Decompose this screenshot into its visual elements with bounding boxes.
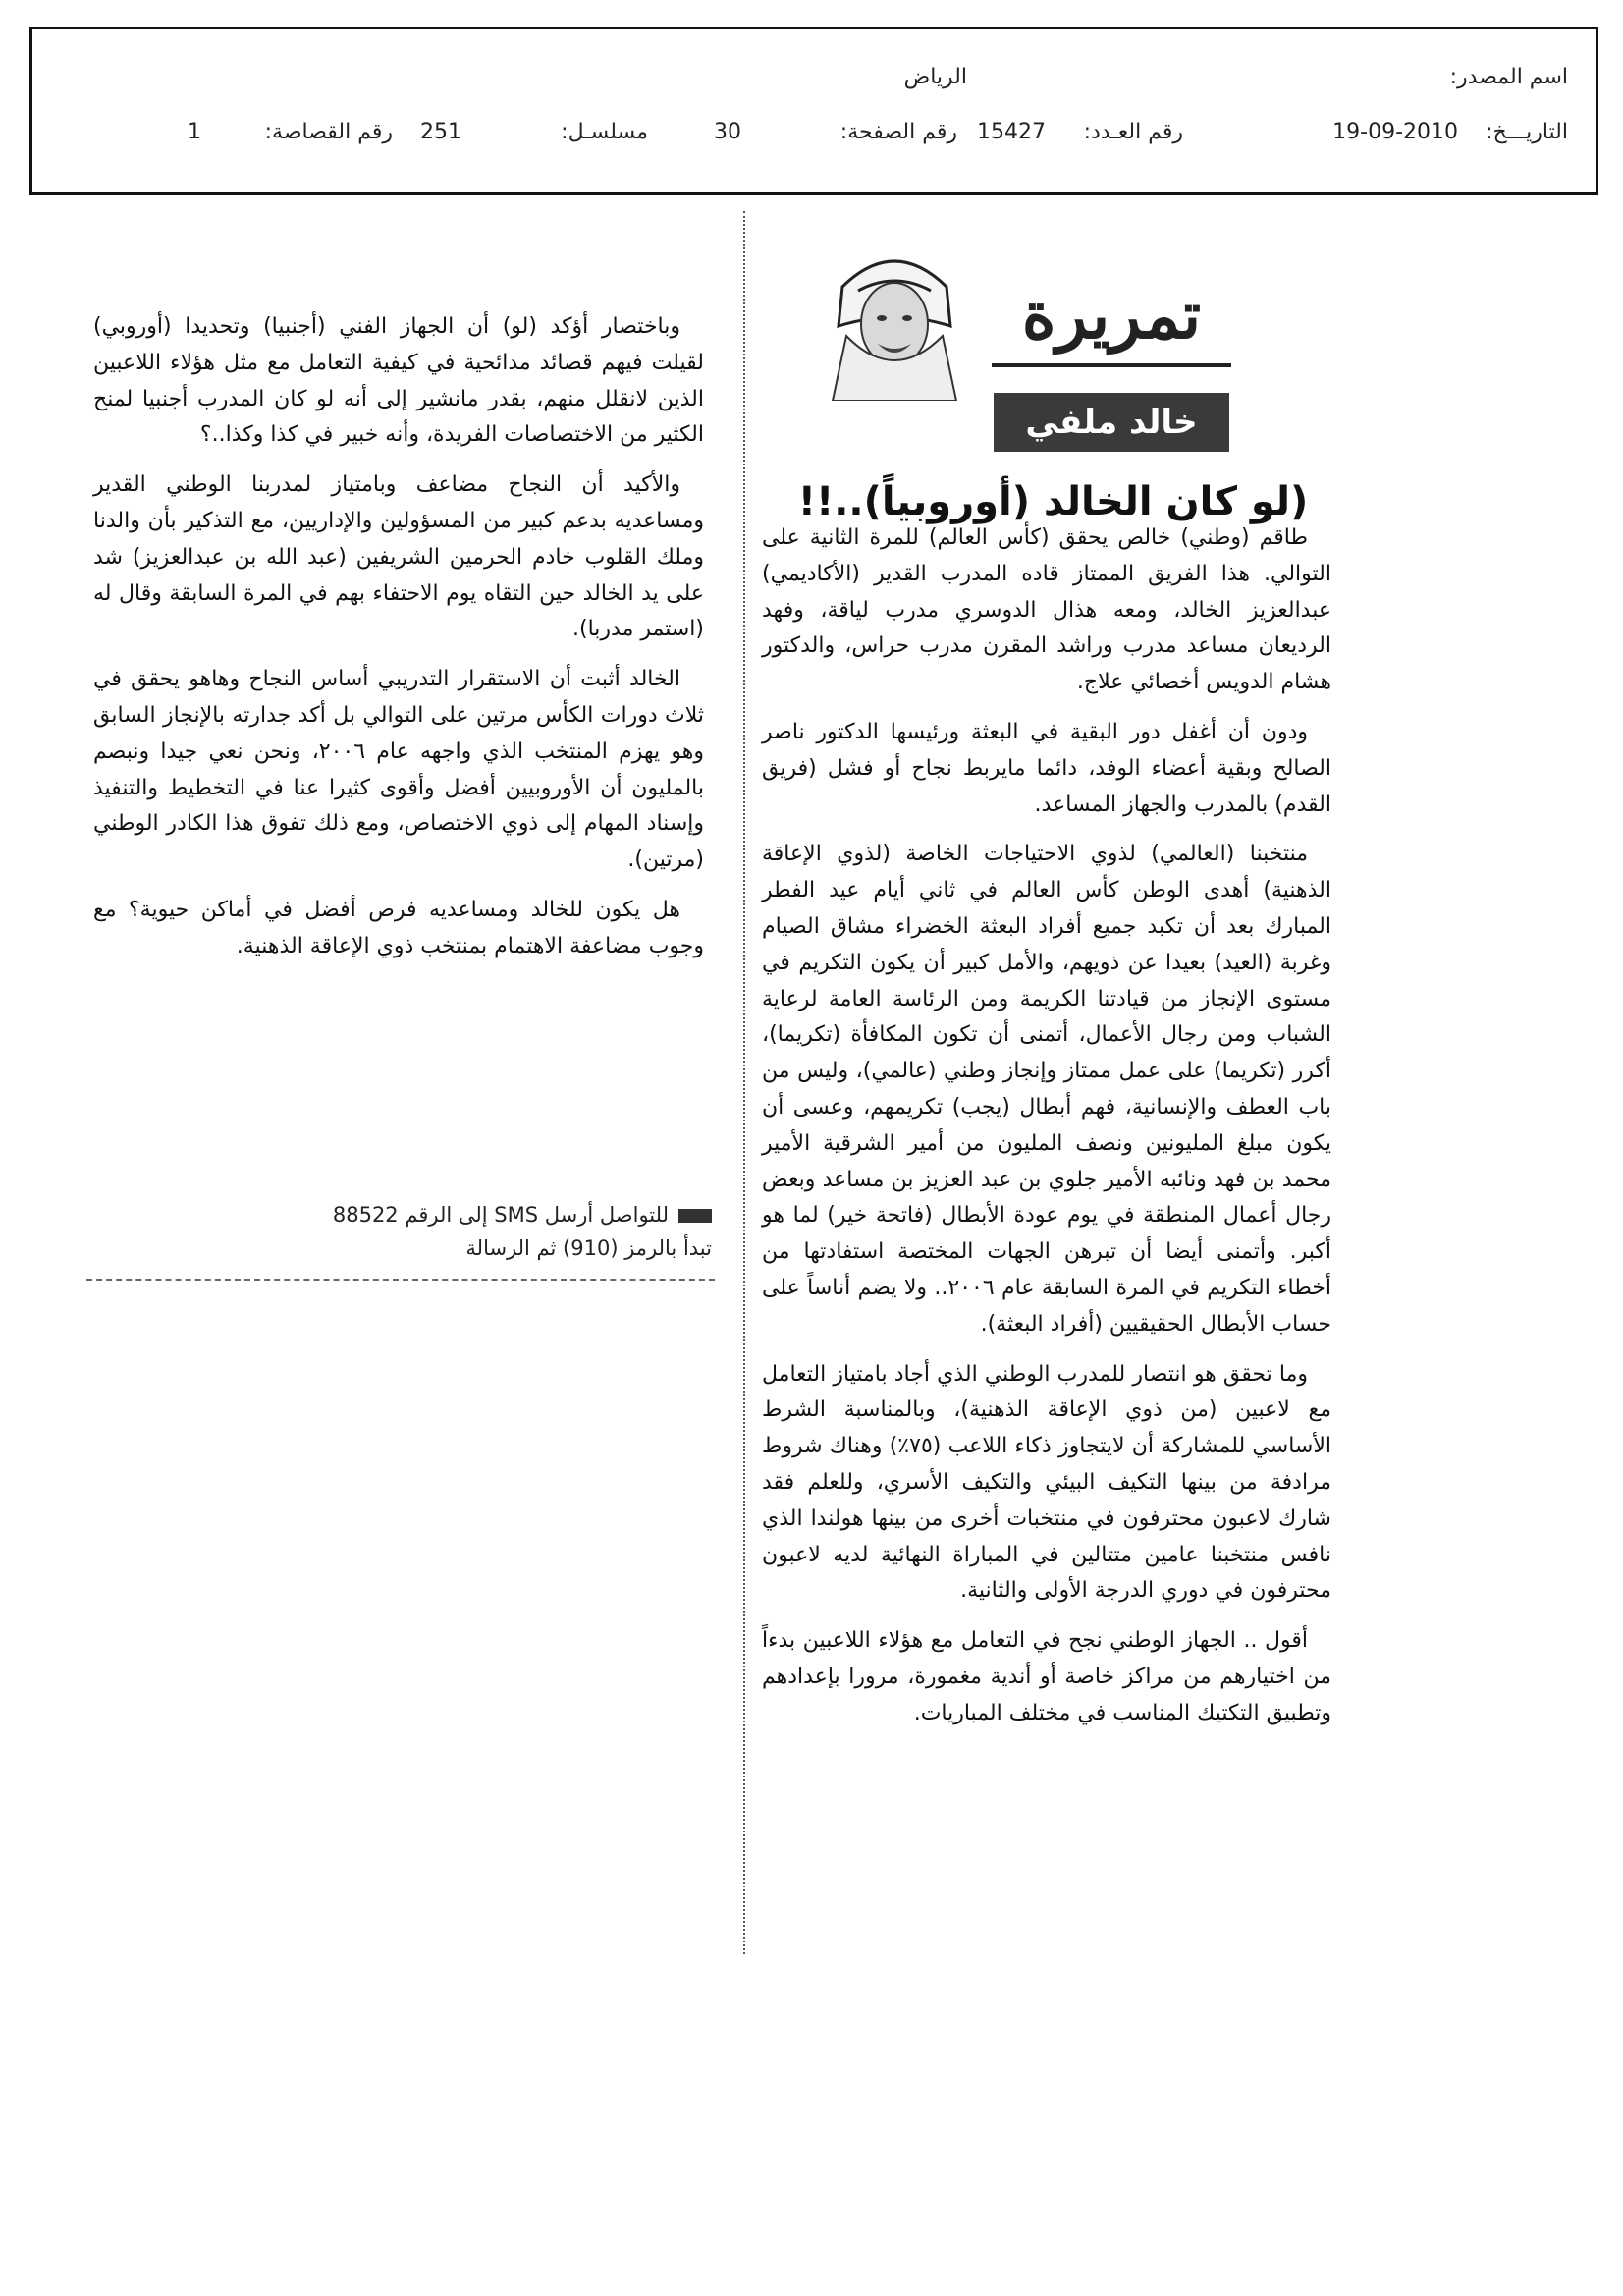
clip-value: 1	[188, 120, 201, 144]
author-portrait	[803, 218, 986, 401]
source-label: اسم المصدر:	[1449, 65, 1568, 89]
sms-line-1	[93, 1198, 712, 1231]
column-logo: تمريرة	[1021, 277, 1202, 354]
sms-contact-note	[93, 1198, 712, 1265]
page-label: رقم الصفحة:	[839, 120, 957, 144]
paragraph: هل يكون للخالد ومساعديه فرص أفضل في أماكن حيوية؟ مع وجوب مضاعفة الاهتمام بمنتخب ذوي الإعاقة الذهنية.	[93, 897, 704, 958]
serial-label: مسلسـل:	[561, 120, 648, 144]
issue-label: رقم العـدد:	[1083, 120, 1183, 144]
issue-value: 15427	[977, 120, 1046, 144]
column-divider	[743, 211, 745, 1954]
paragraph: وما تحقق هو انتصار للمدرب الوطني الذي أجاد بامتياز التعامل مع لاعبين (من ذوي الإعاقة الذهنية)، وبالمناسبة الشرط الأساسي للمشاركة أن لايتجاوز ذكاء اللاعب (٧٥٪) وهناك شروط مرادفة من بينها التكيف البيئي والتكيف الأسري، وللعلم فقد شارك لاعبون محترفون في منتخبات أخرى من بينها هولندا الذي نافس منتخبنا عامين متتالين في المباراة النهائية لديه لاعبون محترفون في دوري الدرجة الأولى والثانية.	[762, 1361, 1331, 1604]
date-value: 19-09-2010	[1332, 120, 1458, 144]
paragraph: أقول .. الجهاز الوطني نجح في التعامل مع هؤلاء اللاعبين بدءاً من اختيارهم من مراكز خاصة أو أندية مغمورة، مرورا بإعدادهم وتطبيق التكتيك المناسب في مختلف المباريات.	[762, 1628, 1331, 1725]
sms-text-1: للتواصل أرسل SMS إلى الرقم 88522	[332, 1203, 669, 1227]
serial-value: 251	[420, 120, 461, 144]
paragraph: طاقم (وطني) خالص يحقق (كأس العالم) للمرة الثانية على التوالي. هذا الفريق الممتاز قاده المدرب القدير (الأكاديمي) عبدالعزيز الخالد، ومعه هذال الدوسري مدرب لياقة، وفهد الرديعان مساعد مدرب وراشد المقرن مدرب حراس، والدكتور هشام الدويس أخصائي علاج.	[762, 525, 1331, 695]
article-column-left	[93, 309, 704, 979]
author-name-banner: خالد ملفي	[994, 393, 1229, 452]
page-value: 30	[714, 120, 741, 144]
left-column-end-rule	[86, 1279, 715, 1281]
clip-label: رقم القصاصة:	[264, 120, 393, 144]
metadata-box	[29, 27, 1598, 195]
sms-line-2: تبدأ بالرمز (910) ثم الرسالة	[465, 1236, 712, 1260]
source-value: الرياض	[903, 65, 967, 89]
paragraph: منتخبنا (العالمي) لذوي الاحتياجات الخاصة (لذوي الإعاقة الذهنية) أهدى الوطن كأس العالم في ثاني أيام عيد الفطر المبارك بعد أن تكبد جميع أفراد البعثة الخضراء مشاق الصيام وغربة (العيد) بعيدا عن ذويهم، والأمل كبير أن يكون التكريم في مستوى الإنجاز من قيادتنا الكريمة ومن الرئاسة العامة لرعاية الشباب ومن رجال الأعمال، أتمنى أن تكون المكافأة (تكريما)، أكرر (تكريما) على عمل ممتاز وإنجاز وطني (عالمي)، وليس من باب العطف والإنسانية، فهم أبطال (يجب) تكريمهم، وعسى أن يكون مبلغ المليونين ونصف المليون من أمير الشرقية الأمير محمد بن فهد ونائبه الأمير جلوي بن عبد العزيز بن مساعد وبعض رجال أعمال المنطقة في يوم عودة الأبطال (فاتحة خير) لما هو أكبر. وأتمنى أيضا أن تبرهن الجهات المختصة استفادتها من أخطاء التكريم في المرة السابقة عام ٢٠٠٦.. ولا يضم أناساً على حساب الأبطال الحقيقيين (أفراد البعثة).	[762, 842, 1332, 1337]
sms-bullet	[678, 1209, 712, 1223]
article-title: (لو كان الخالد (أوروبياً)..!!	[797, 479, 1309, 524]
paragraph: الخالد أثبت أن الاستقرار التدريبي أساس النجاح وهاهو يحقق في ثلاث دورات الكأس مرتين على التوالي بل أكد جدارته بالإنجاز السابق وهو يهزم المنتخب الذي واجهه عام ٢٠٠٦، ونحن نعي جيدا ونبصم بالمليون أن الأوروبيين أفضل وأقوى كثيرا عنا في التخطيط والتنفيذ وإسناد المهام إلى ذوي الاختصاص، ومع ذلك تفوق هذا الكادر الوطني (مرتين).	[93, 667, 704, 873]
article-column-right	[762, 520, 1331, 1746]
paragraph: والأكيد أن النجاح مضاعف وبامتياز لمدربنا الوطني القدير ومساعديه بدعم كبير من المسؤولين والإداريين، مع التذكير بأن والدنا وملك القلوب خادم الحرمين الشريفين (عبد الله بن عبدالعزيز) شد على يد الخالد حين التقاه يوم الاحتفاء بهم في المرة السابقة وقال له (استمر مدربا).	[93, 472, 704, 642]
date-label: التاريـــخ:	[1486, 120, 1568, 144]
logo-underline	[992, 363, 1231, 367]
paragraph: ودون أن أغفل دور البقية في البعثة ورئيسها الدكتور ناصر الصالح وبقية أعضاء الوفد، دائما مايربط نجاح أو فشل (فريق القدم) بالمدرب والجهاز المساعد.	[762, 719, 1331, 817]
paragraph: وباختصار أؤكد (لو) أن الجهاز الفني (أجنبيا) وتحديدا (أوروبي) لقيلت فيهم قصائد مدائحية في كيفية التعامل مع مثل هؤلاء اللاعبين الذين لانقلل منهم، بقدر مانشير إلى أنه لو كان المدرب أجنبيا لمنح الكثير من الاختصاصات الفريدة، وأنه خبير في كذا وكذا..؟	[93, 314, 704, 448]
